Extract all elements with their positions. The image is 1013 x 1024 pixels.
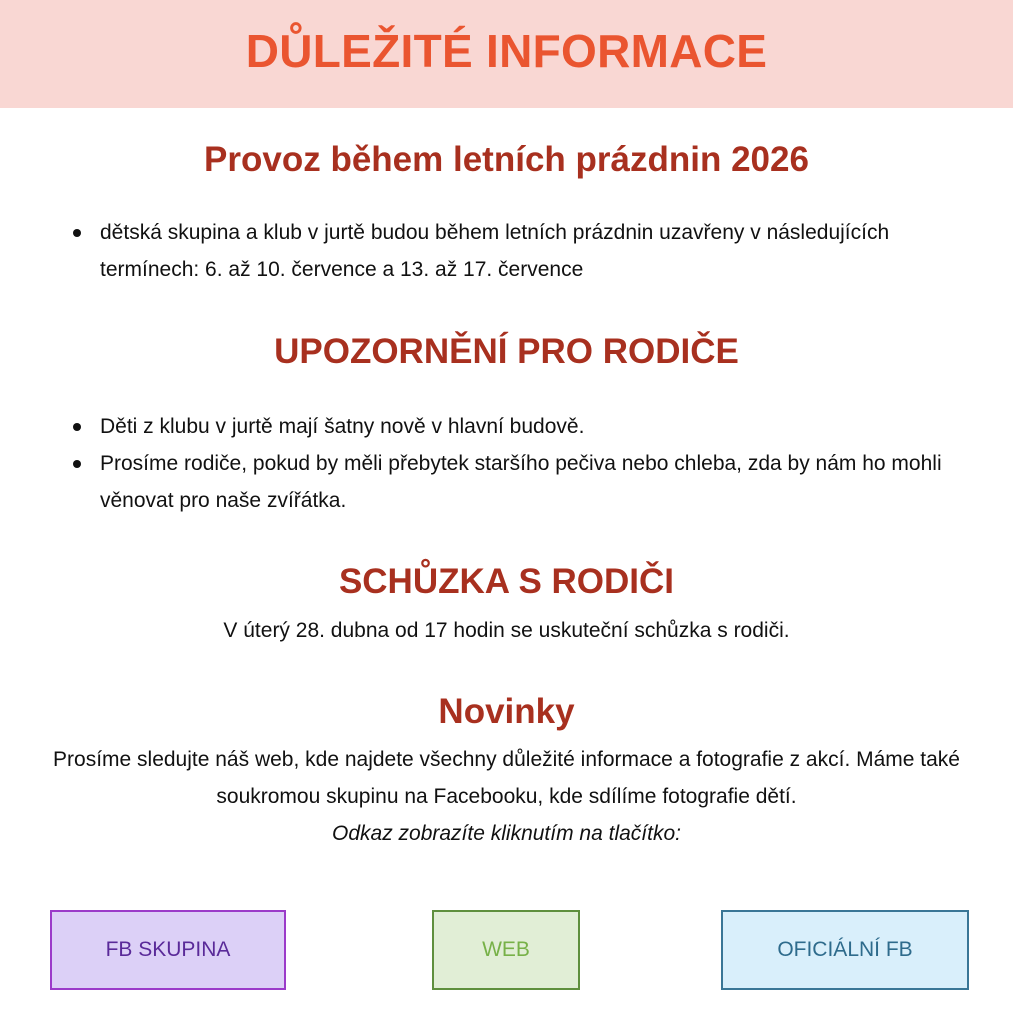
summer-operation-list [100,214,960,288]
parents-meeting-title: SCHŮZKA S RODIČI [338,562,675,601]
news-text: Prosíme sledujte náš web, kde najdete všechny důležité informace a fotografie z akcí. Máme také soukromou skupinu na Facebooku, kde sdílíme fotografie dětí. [53,748,960,808]
news-paragraph [40,741,973,852]
web-button[interactable]: WEB [432,910,580,990]
header-banner [0,0,1013,108]
parents-meeting-text: V úterý 28. dubna od 17 hodin se uskuteční schůzka s rodiči. [223,619,790,642]
list-item: dětská skupina a klub v jurtě budou během letních prázdnin uzavřeny v následujících termínech: 6. až 10. července a 13. až 17. července [100,214,960,288]
page-title: DŮLEŽITÉ INFORMACE [245,25,768,77]
list-item: Prosíme rodiče, pokud by měli přebytek staršího pečiva nebo chleba, zda by nám ho mohli věnovat pro naše zvířátka. [100,445,960,519]
summer-operation-title: Provoz během letních prázdnin 2026 [204,140,809,179]
parents-notice-list [100,408,960,519]
news-hint: Odkaz zobrazíte kliknutím na tlačítko: [332,822,681,845]
fb-group-button[interactable]: FB SKUPINA [50,910,286,990]
list-item: Děti z klubu v jurtě mají šatny nově v hlavní budově. [100,408,960,445]
news-title: Novinky [438,692,575,731]
parents-notice-title: UPOZORNĚNÍ PRO RODIČE [274,332,739,371]
official-fb-button[interactable]: OFICIÁLNÍ FB [721,910,969,990]
